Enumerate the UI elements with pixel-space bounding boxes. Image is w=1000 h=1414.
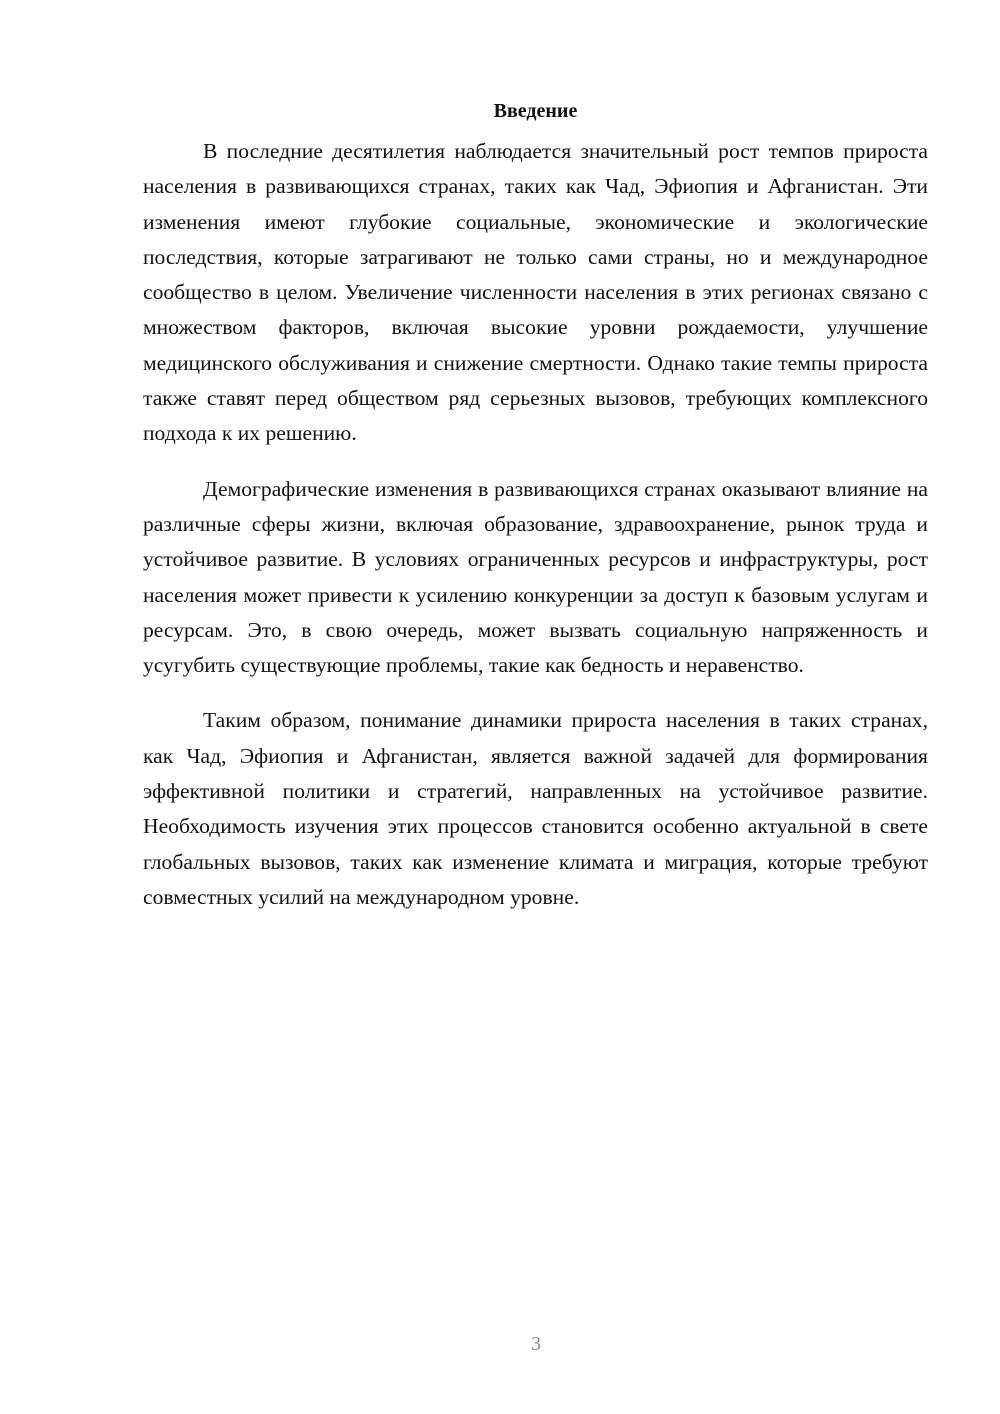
section-heading: Введение <box>493 100 578 122</box>
paragraph-3: Таким образом, понимание динамики прироста населения в таких странах, как Чад, Эфиопия и Афганистан, является важной задачей для формирования эффективной политики и стратегий, направленных на устойчивое развитие. Необходимость изучения этих процессов становится особенно актуальной в свете глобальных вызовов, таких как изменение климата и миграция, которые требуют совместных усилий на международном уровне. <box>143 708 928 909</box>
paragraph-2: Демографические изменения в развивающихся странах оказывают влияние на различные сферы жизни, включая образование, здравоохранение, рынок труда и устойчивое развитие. В условиях ограниченных ресурсов и инфраструктуры, рост населения может привести к усилению конкуренции за доступ к базовым услугам и ресурсам. Это, в свою очередь, может вызвать социальную напряженность и усугубить существующие проблемы, такие как бедность и неравенство. <box>143 476 928 678</box>
paragraph-1: В последние десятилетия наблюдается значительный рост темпов прироста населения в развивающихся странах, таких как Чад, Эфиопия и Афганистан. Эти изменения имеют глубокие социальные, экономические и экологические последствия, которые затрагивают не только сами страны, но и международное сообщество в целом. Увеличение численности населения в этих регионах связано с множеством факторов, включая высокие уровни рождаемости, улучшение медицинского обслуживания и снижение смертности. Однако такие темпы прироста также ставят перед обществом ряд серьезных вызовов, требующих комплексного подхода к их решению. <box>143 139 928 446</box>
page-content <box>143 92 928 935</box>
page-number: 3 <box>531 1333 541 1355</box>
